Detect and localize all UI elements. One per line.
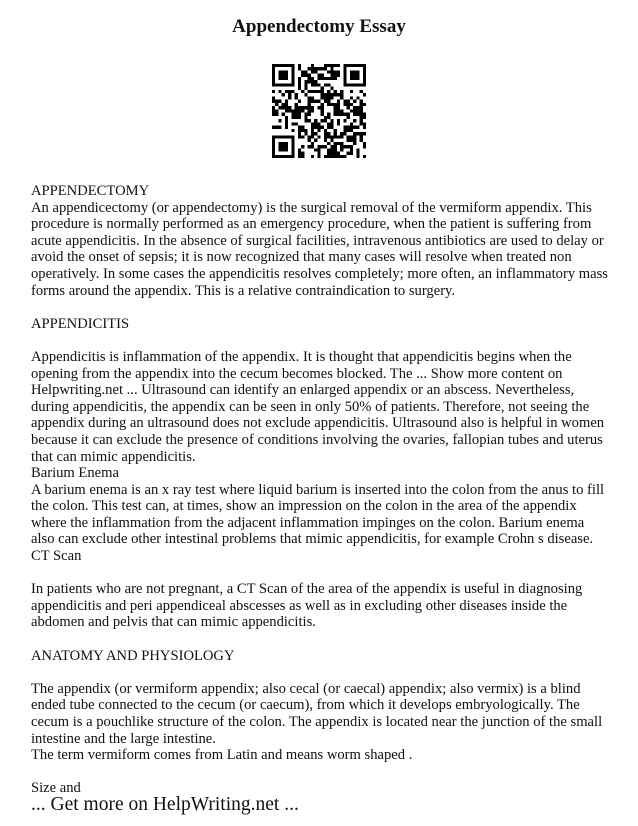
spacer xyxy=(31,565,609,582)
paragraph-anatomy: The appendix (or vermiform appendix; also cecal (or caecal) appendix; also vermix) is a blind ended tube connected to the cecum (or caecum), from which it develops embryologically. The cecum is a pouchlike structure of the colon. The appendix is located near the junction of the small intestine and the large intestine. xyxy=(31,680,603,747)
paragraph-appendicitis: Appendicitis is inflammation of the appendix. It is thought that appendicitis begins when the opening from the appendix into the cecum becomes blocked. The ... Show more content on Helpwriting.net ... Ultrasound can identify an enlarged appendix or an abscess. Nevertheless, during appendicitis, the appendix can be seen in only 50% of patients. Therefore, not seeing the appendix during an ultrasound does not exclude appendicitis. Ultrasound also is helpful in women because it can exclude the presence of conditions involving the ovaries, fallopian tubes and uterus that can mimic appendicitis. xyxy=(31,348,605,465)
document-body xyxy=(31,183,609,797)
paragraph-vermiform: The term vermiform comes from Latin and means worm shaped . xyxy=(31,747,413,764)
paragraph-ct-scan: In patients who are not pregnant, a CT Scan of the area of the appendix is useful in diagnosing appendicitis and peri appendiceal abscesses as well as in excluding other diseases inside the abdomen and pelvis that can mimic appendicitis. xyxy=(31,581,583,631)
subheading-ct-scan: CT Scan xyxy=(31,548,82,565)
get-more-link[interactable]: ... Get more on HelpWriting.net ... xyxy=(31,794,299,815)
paragraph-barium-enema: A barium enema is an x ray test where liquid barium is inserted into the colon from the anus to fill the colon. This test can, at times, show an impression on the colon in the area of the appendix where the inflammation from the adjacent inflammation impinges on the colon. Barium enema also can exclude other intestinal problems that mimic appendicitis, for example Crohn s disease. xyxy=(31,481,605,548)
spacer xyxy=(31,664,609,681)
spacer xyxy=(31,332,609,349)
spacer xyxy=(31,631,609,648)
heading-anatomy: ANATOMY AND PHYSIOLOGY xyxy=(31,647,235,664)
subheading-barium-enema: Barium Enema xyxy=(31,465,119,482)
heading-appendectomy: APPENDECTOMY xyxy=(31,183,150,199)
spacer xyxy=(31,764,609,781)
paragraph-size: Size and xyxy=(31,780,81,797)
heading-appendicitis: APPENDICITIS xyxy=(31,315,130,332)
page-title: Appendectomy Essay xyxy=(232,16,406,37)
paragraph-appendectomy: An appendicectomy (or appendectomy) is the surgical removal of the vermiform appendix. This procedure is normally performed as an emergency procedure, when the patient is suffering from acute appendicitis. In the absence of surgical facilities, intravenous antibiotics are used to delay or avoid the onset of sepsis; it is now recognized that many cases will resolve when treated non operatively. In some cases the appendicitis resolves completely; more often, an inflammatory mass forms around the appendix. This is a relative contraindication to surgery. xyxy=(31,199,608,299)
qr-code-icon[interactable] xyxy=(272,64,366,158)
spacer xyxy=(31,299,609,316)
